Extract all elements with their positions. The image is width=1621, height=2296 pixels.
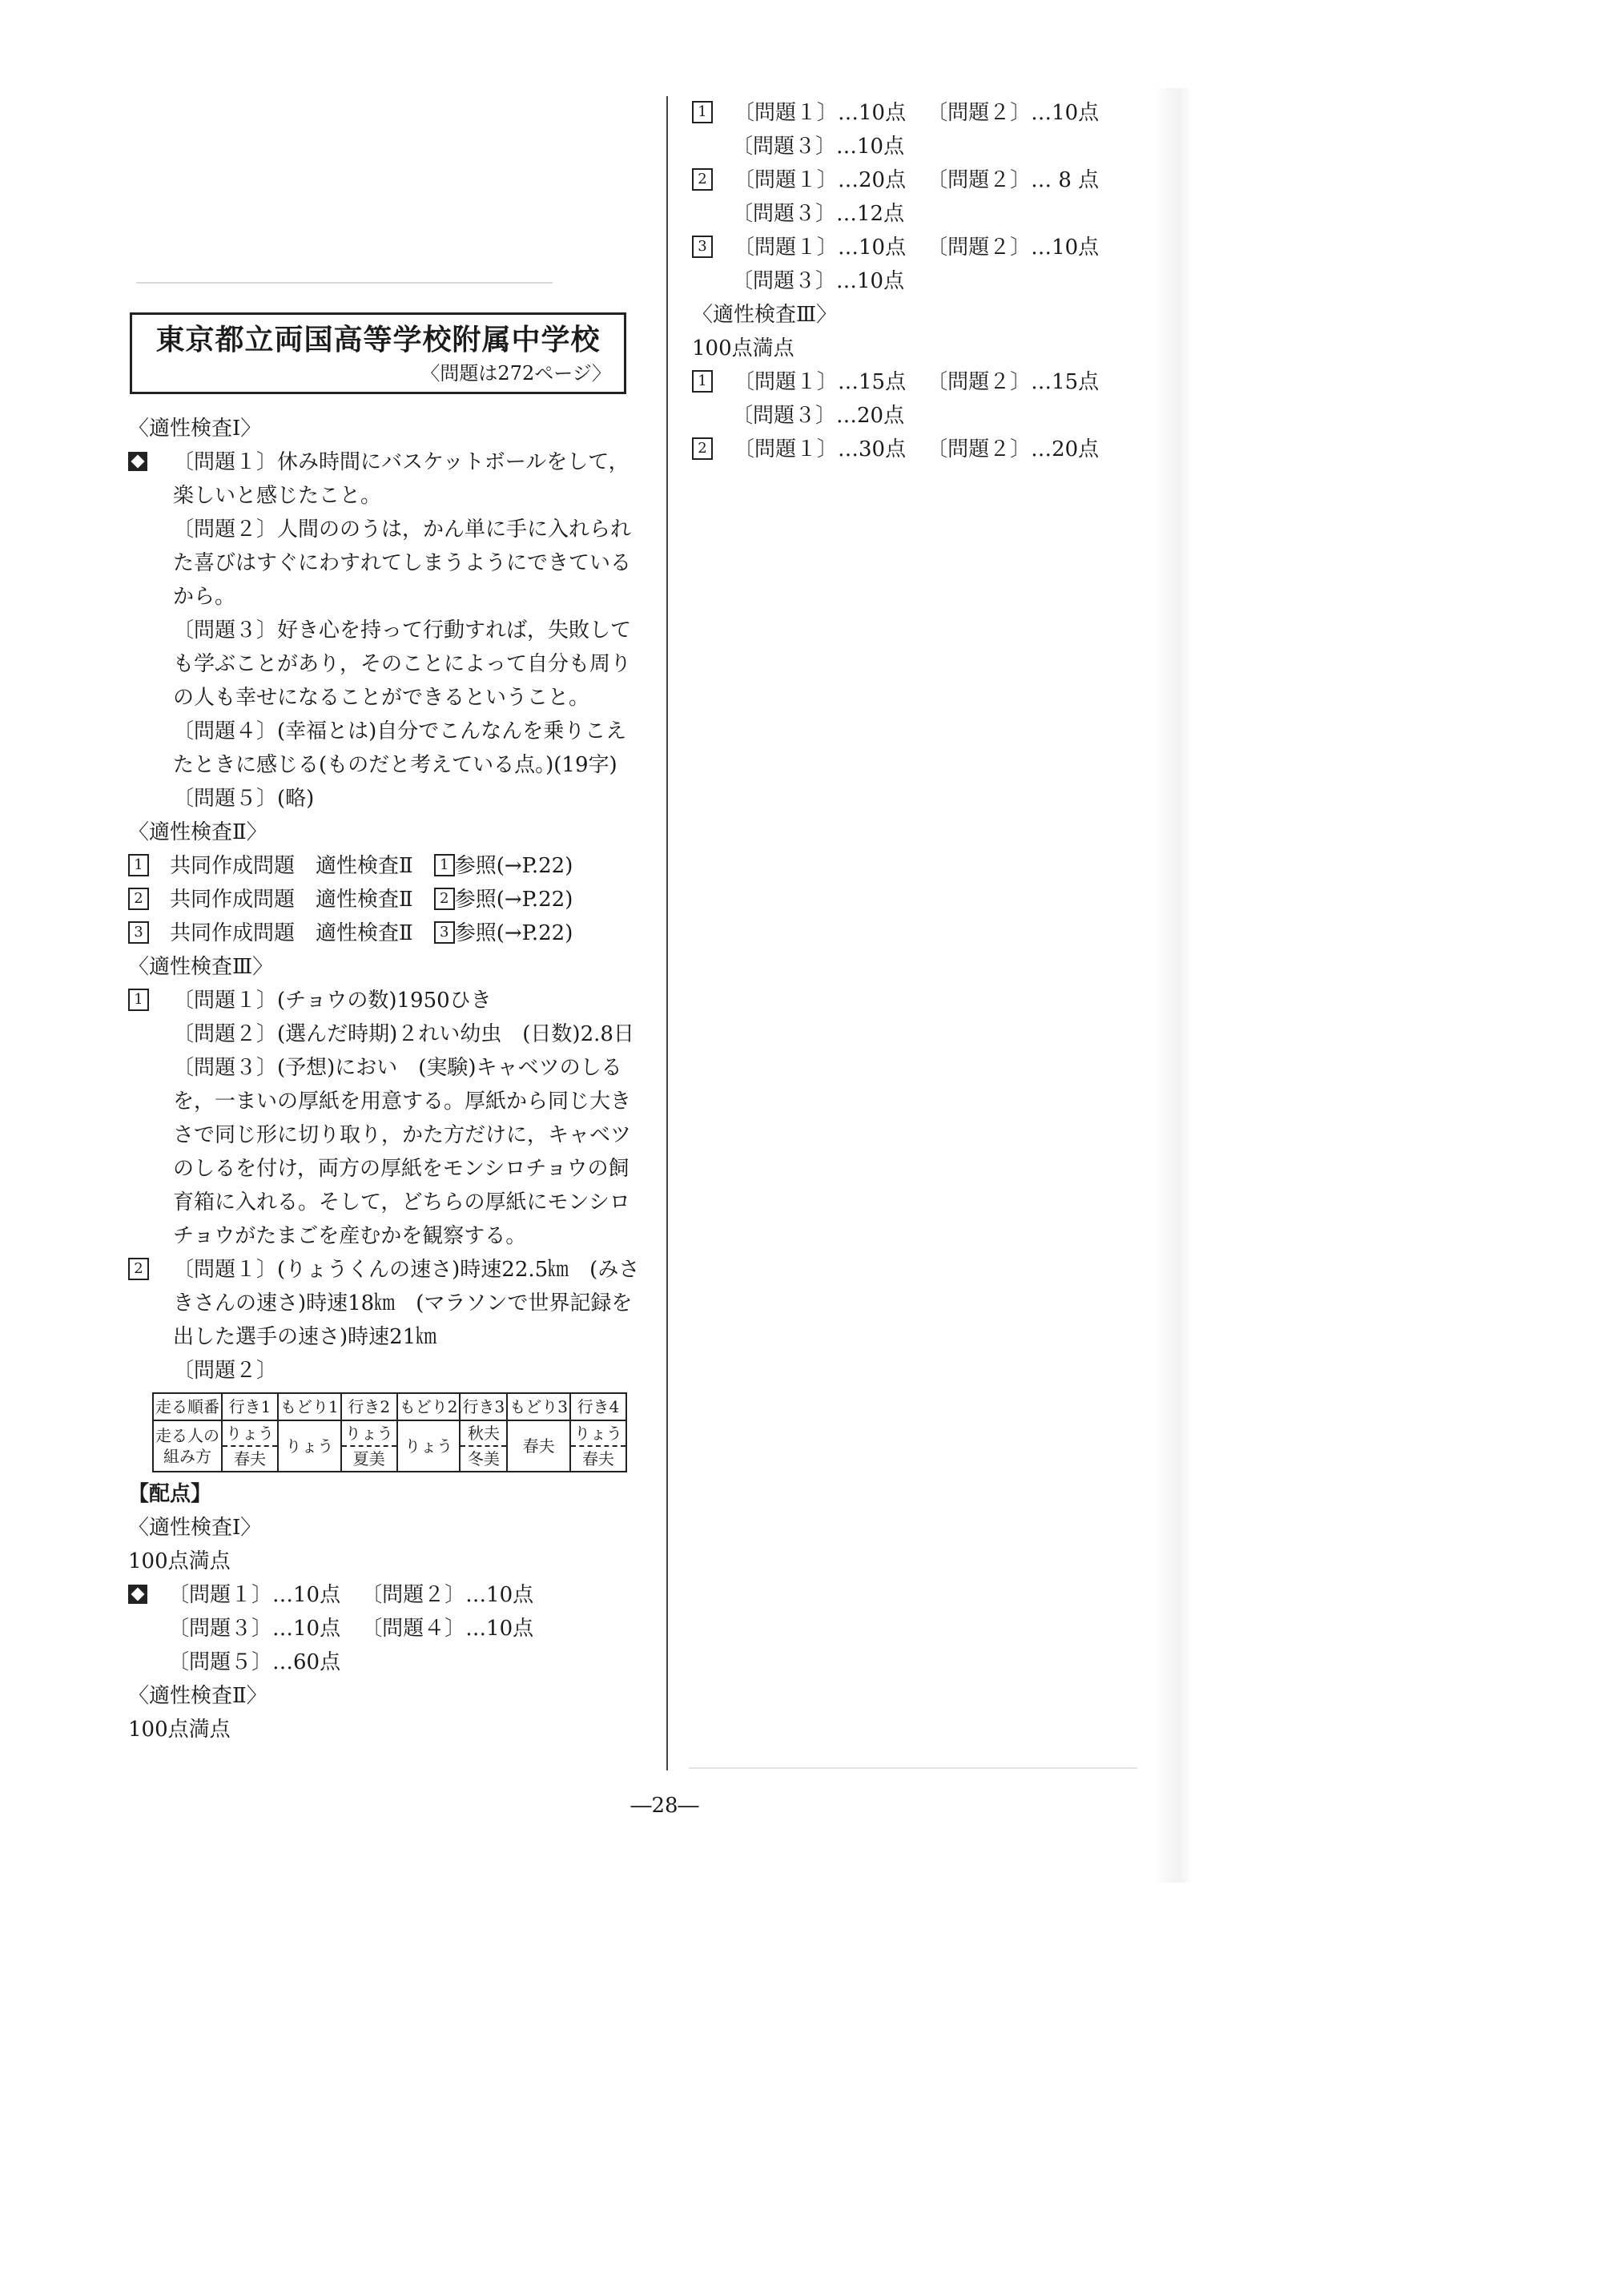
problem-number: 1 — [128, 854, 149, 876]
section3-problem2 — [128, 1253, 641, 1354]
problem-number: 2 — [692, 168, 713, 191]
score-item: 〔問題１〕…15点 — [734, 370, 907, 394]
section1-q1 — [128, 445, 641, 513]
ref-number: 2 — [434, 888, 455, 910]
runner-b: 冬美 — [467, 1449, 500, 1468]
scoring-s2-heading: 〈適性検査Ⅱ〉 — [128, 1684, 267, 1708]
score-row — [692, 399, 1140, 433]
left-column — [128, 312, 641, 1746]
score-item: 〔問題２〕…10点 — [927, 236, 1100, 260]
runner-a: 秋夫 — [461, 1421, 506, 1447]
table-header: 行き4 — [570, 1393, 626, 1420]
section3 — [128, 950, 641, 1472]
table-header: 行き2 — [341, 1393, 397, 1420]
diamond-icon — [128, 1585, 147, 1604]
problem-number: 1 — [128, 989, 149, 1011]
section2-item — [128, 916, 641, 950]
table-cell — [341, 1420, 397, 1472]
score-item: 〔問題２〕…20点 — [927, 437, 1100, 461]
scoring-s1-total: 100点満点 — [128, 1549, 231, 1573]
score-item: 〔問題４〕…10点 — [361, 1617, 534, 1641]
table-cell — [460, 1420, 507, 1472]
runner-a: りょう — [223, 1421, 277, 1447]
scoring-s3-heading: 〈適性検査Ⅲ〉 — [692, 303, 838, 327]
section1-q3: 〔問題３〕好き心を持って行動すれば，失敗しても学ぶことがあり，そのことによって自分も周りの人も幸せになることができるということ。 — [173, 618, 632, 710]
table-cell — [222, 1420, 278, 1472]
table-cell: りょう — [278, 1420, 341, 1472]
p1-q2: 〔問題２〕(選んだ時期)２れい幼虫 (日数)2.8日 — [173, 1022, 634, 1046]
section1-heading: 〈適性検査Ⅰ〉 — [128, 417, 262, 441]
runner-a: りょう — [571, 1421, 625, 1447]
section3-heading: 〈適性検査Ⅲ〉 — [128, 955, 274, 979]
table-header: 行き3 — [460, 1393, 507, 1420]
table-header: もどり3 — [507, 1393, 570, 1420]
scoring-heading: 【配点】 — [128, 1482, 212, 1506]
score-item: 〔問題２〕…10点 — [927, 101, 1100, 125]
ref-text: 参照(→P.22) — [454, 854, 573, 878]
score-item: 〔問題１〕…10点 — [734, 236, 907, 260]
q1-label: 〔問題１〕 — [173, 450, 278, 474]
table-header: もどり2 — [397, 1393, 461, 1420]
ref-number: 3 — [434, 921, 455, 944]
relay-table — [152, 1392, 627, 1472]
runner-a: りょう — [342, 1421, 396, 1447]
table-header: もどり1 — [278, 1393, 341, 1420]
runner-b: 夏美 — [352, 1449, 385, 1468]
score-row — [692, 365, 1140, 399]
score-row — [692, 130, 1140, 163]
score-row — [692, 197, 1140, 231]
section2 — [128, 816, 641, 950]
scoring-s3-total: 100点満点 — [692, 336, 794, 361]
section2-item — [128, 849, 641, 883]
q1-text: 休み時間にバスケットボールをして，楽しいと感じたこと。 — [173, 450, 629, 508]
row-label-line: 組み方 — [163, 1447, 211, 1466]
score-item: 〔問題３〕…10点 — [732, 269, 905, 293]
score-row — [692, 163, 1140, 197]
problem-number: 2 — [128, 1258, 149, 1280]
school-subtitle: 〈問題は272ページ〉 — [420, 362, 611, 385]
p2-q1: 〔問題１〕(りょうくんの速さ)時速22.5㎞ (みさきさんの速さ)時速18㎞ (マラソンで世界記録を出した選手の速さ)時速21㎞ — [173, 1258, 640, 1349]
table-header: 走る順番 — [153, 1393, 222, 1420]
runner-b: 春夫 — [581, 1449, 614, 1468]
row-label — [153, 1420, 222, 1472]
scoring-s2-total: 100点満点 — [128, 1718, 231, 1742]
score-row — [692, 231, 1140, 264]
score-item: 〔問題３〕…12点 — [732, 202, 905, 226]
scoring-s1-line — [128, 1578, 641, 1612]
scan-shadow — [1153, 88, 1192, 1883]
page-number: ―28― — [630, 1794, 699, 1818]
problem-number: 1 — [692, 101, 713, 123]
p1-q3: 〔問題３〕(予想)におい (実験)キャベツのしるを，一まいの厚紙を用意する。厚紙から同じ大きさで同じ形に切り取り，かた方だけに，キャベツのしるを付け，両方の厚紙をモンシロチョウの飼育箱に入れる。そして，どちらの厚紙にモンシロチョウがたまごを産むかを観察する。 — [173, 1056, 632, 1248]
table-header: 行き1 — [222, 1393, 278, 1420]
scoring-s1-line — [128, 1612, 641, 1645]
top-rule — [136, 282, 553, 284]
table-cell: りょう — [397, 1420, 461, 1472]
table-header-row — [153, 1393, 626, 1420]
table-cell: 春夫 — [507, 1420, 570, 1472]
problem-number: 3 — [128, 921, 149, 944]
score-item: 〔問題１〕…10点 — [734, 101, 907, 125]
item-text: 共同作成問題 適性検査Ⅱ — [170, 921, 413, 945]
scoring-s1-line — [128, 1645, 641, 1679]
p2-q2: 〔問題２〕 — [173, 1359, 278, 1383]
section3-problem1 — [128, 984, 641, 1017]
ref-text: 参照(→P.22) — [454, 888, 573, 912]
score-row — [692, 264, 1140, 298]
bottom-rule — [689, 1767, 1137, 1769]
table-row — [153, 1420, 626, 1472]
scoring-s2-items — [692, 96, 1140, 298]
problem-number: 2 — [128, 888, 149, 910]
item-text: 共同作成問題 適性検査Ⅱ — [170, 888, 413, 912]
score-item: 〔問題５〕…60点 — [168, 1650, 341, 1674]
section1-q4: 〔問題４〕(幸福とは)自分でこんなんを乗りこえたときに感じる(ものだと考えている点。)(19字) — [173, 719, 627, 777]
score-row — [692, 96, 1140, 130]
scoring-section — [128, 1477, 641, 1746]
scoring-s1-heading: 〈適性検査Ⅰ〉 — [128, 1516, 262, 1540]
section1 — [128, 412, 641, 816]
runner-b: 春夫 — [234, 1449, 266, 1468]
score-item: 〔問題１〕…30点 — [734, 437, 907, 461]
school-title: 東京都立両国高等学校附属中学校 — [155, 324, 601, 356]
score-item: 〔問題３〕…10点 — [732, 135, 905, 159]
table-cell — [570, 1420, 626, 1472]
score-item: 〔問題１〕…20点 — [734, 168, 907, 192]
right-column — [692, 96, 1140, 466]
scoring-s3 — [692, 298, 1140, 466]
score-item: 〔問題２〕… 8 点 — [927, 168, 1100, 192]
score-item: 〔問題２〕…10点 — [361, 1583, 534, 1607]
score-row — [692, 433, 1140, 466]
problem-number: 2 — [692, 437, 713, 460]
ref-number: 1 — [434, 854, 455, 876]
ref-text: 参照(→P.22) — [454, 921, 573, 945]
score-item: 〔問題２〕…15点 — [927, 370, 1100, 394]
score-item: 〔問題１〕…10点 — [168, 1583, 341, 1607]
section2-heading: 〈適性検査Ⅱ〉 — [128, 820, 267, 844]
section2-item — [128, 883, 641, 916]
item-text: 共同作成問題 適性検査Ⅱ — [170, 854, 413, 878]
section1-q5: 〔問題５〕(略) — [173, 787, 315, 811]
problem-number: 3 — [692, 236, 713, 258]
problem-number: 1 — [692, 370, 713, 393]
score-item: 〔問題３〕…20点 — [732, 404, 905, 428]
section1-q2: 〔問題２〕人間ののうは，かん単に手に入れられた喜びはすぐにわすれてしまうようにできているから。 — [173, 518, 632, 609]
row-label-line: 走る人の — [155, 1426, 219, 1445]
diamond-icon — [128, 452, 147, 471]
p1-q1: 〔問題１〕(チョウの数)1950ひき — [173, 989, 492, 1013]
column-divider — [666, 96, 668, 1770]
score-item: 〔問題３〕…10点 — [168, 1617, 341, 1641]
school-title-box — [130, 312, 626, 394]
